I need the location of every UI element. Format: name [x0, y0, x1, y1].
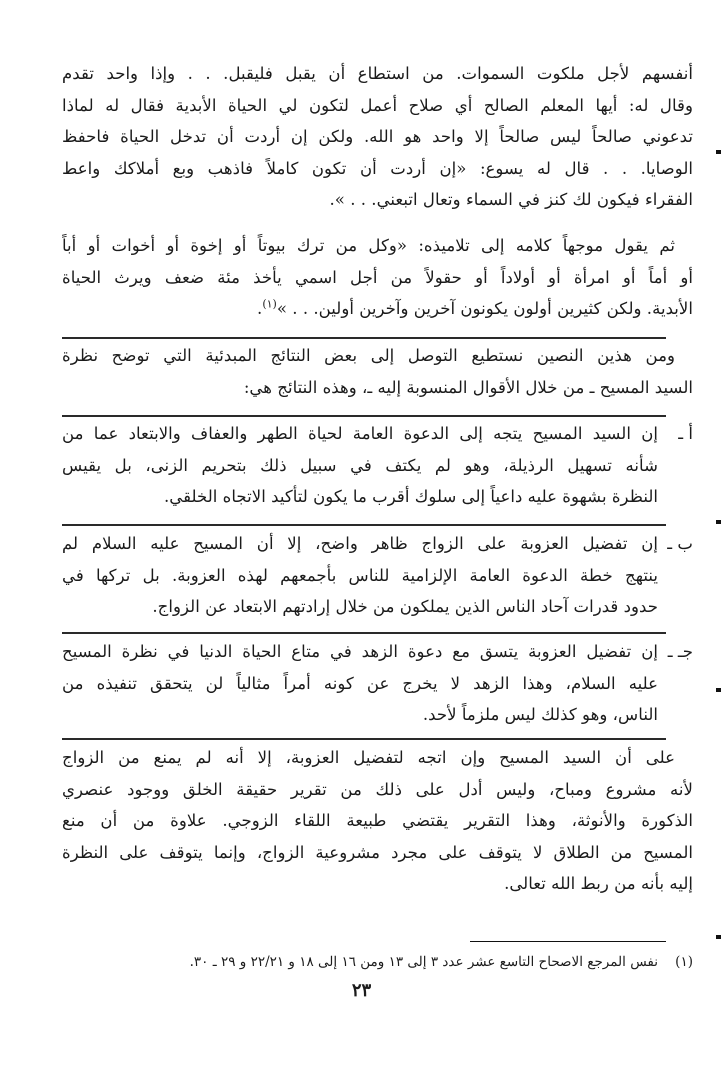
paragraph-rule	[62, 524, 666, 526]
list-item-a	[62, 418, 693, 513]
text-line: لأنه مشروع ومباح، وليس أدل على ذلك من تقرير حقيقة الخلق ووجود عنصري	[62, 779, 693, 799]
list-item-body	[62, 418, 658, 513]
paragraph-3	[62, 340, 693, 403]
paragraph-rule	[62, 632, 666, 634]
text-line: الوصايا. . . قال له يسوع: «إن أردت أن تكون كاملاً فاذهب وبع أملاكك واعط	[62, 158, 693, 178]
text-line: المسيح من الطلاق لا يتوقف على مجرد مشروعية الزواج، وإنما يتوقف على النظرة	[62, 842, 693, 862]
text-line: السيد المسيح ـ من خلال الأقوال المنسوبة إليه ـ، وهذه النتائج هي:	[243, 377, 693, 397]
text-line: على أن السيد المسيح وإن اتجه لتفضيل العزوبة، إلا أنه لم يمنع من الزواج	[62, 748, 675, 767]
footnote	[62, 951, 693, 973]
paragraph-1	[62, 58, 693, 216]
list-item-c	[62, 636, 693, 731]
paragraph-rule	[62, 738, 666, 740]
text-line: عليه السلام، وهذا الزهد لا يخرج عن كونه أمراً مثالياً لن يتحقق تنفيذه من	[62, 673, 658, 693]
paragraph-4	[62, 742, 693, 900]
text-line: إن تفضيل العزوبة يتسق مع دعوة الزهد في متاع الحياة الدنيا في نظرة المسيح	[62, 642, 658, 661]
list-marker: جـ ـ	[667, 642, 693, 661]
list-item-body	[62, 636, 658, 731]
text-line: حدود قدرات آحاد الناس الذين يملكون من خلال إرادتهم الابتعاد عن الزواج.	[152, 597, 658, 616]
footnote-separator	[470, 941, 666, 942]
paragraph-2	[62, 230, 693, 325]
text-line: تدعوني صالحاً ليس صالحاً إلا واحد هو الله. ولكن إن أردت أن تدخل الحياة فاحفظ	[62, 127, 693, 146]
text-line: ومن هذين النصين نستطيع التوصل إلى بعض النتائج المبدئية التي توضح نظرة	[62, 346, 675, 365]
text-line: الناس، وهو كذلك ليس ملزماً لأحد.	[422, 705, 658, 724]
text-line: أو أماً أو امرأة أو أولاداً أو حقولاً من أجل اسمي يأخذ مئة ضعف ويرث الحياة	[62, 267, 693, 287]
paragraph-rule	[62, 415, 666, 417]
paragraph-rule	[62, 337, 666, 339]
text-line: الفقراء فيكون لك كنز في السماء وتعال اتبعني. . . ».	[329, 190, 693, 209]
footnote-marker: (١)	[675, 954, 693, 970]
text-line: إليه بأنه من ربط الله تعالى.	[504, 874, 693, 893]
text-line: الأبدية. ولكن كثيرين أولون يكونون آخرين وآخرين أولين. . . »$^{(١)}$.	[257, 297, 693, 318]
text-line: ينتهج خطة الدعوة العامة الإلزامية للناس بأجمعهم لهذه العزوبة. بل تركها في	[62, 565, 658, 585]
margin-mark	[716, 688, 721, 692]
page-number: ٢٣	[351, 980, 372, 1001]
text-line: أنفسهم لأجل ملكوت السموات. من استطاع أن يقبل فليقبل. . . وإذا واحد تقدم	[62, 64, 693, 83]
text-line: إن السيد المسيح يتجه إلى الدعوة العامة لحياة الطهر والعفاف والابتعاد عما من	[62, 424, 658, 443]
text-line: إن تفضيل العزوبة على الزواج ظاهر واضح، إلا أن المسيح عليه السلام لم	[62, 534, 658, 553]
list-marker: أ ـ	[678, 424, 693, 443]
list-item-b	[62, 528, 693, 623]
text-line: وقال له: أيها المعلم الصالح أي صلاح أعمل لتكون لي الحياة الأبدية فقال له لماذا	[62, 95, 693, 115]
footnote-text: نفس المرجع الاصحاح التاسع عشر عدد ٣ إلى ١٣ ومن ١٦ إلى ١٨ و ٢٢/٢١ و ٢٩ ـ ٣٠.	[189, 954, 658, 970]
text-line: النظرة بشهوة عليه داعياً إلى سلوك أقرب ما يكون لتأكيد الاتجاه الخلقي.	[164, 487, 658, 506]
margin-mark	[716, 150, 721, 154]
text-line: ثم يقول موجهاً كلامه إلى تلاميذه: «وكل من ترك بيوتاً أو إخوة أو أخوات أو أباً	[62, 236, 675, 255]
margin-mark	[716, 935, 721, 939]
footnote-reference[interactable]: (١)	[262, 297, 277, 311]
text-line-content: الأبدية. ولكن كثيرين أولون يكونون آخرين وآخرين أولين. . . »	[276, 299, 693, 318]
text-line: الذكورة والأنوثة، وهذا التقرير يقتضي طبيعة اللقاء الزوجي. علاوة من أن منع	[62, 811, 693, 830]
list-marker: ب ـ	[667, 534, 693, 553]
margin-mark	[716, 520, 721, 524]
text-line: شأنه تسهيل الرذيلة، وهو لم يكتف في سبيل ذلك بتحريم الزنى، بل يقيس	[62, 455, 658, 475]
list-item-body	[62, 528, 658, 623]
